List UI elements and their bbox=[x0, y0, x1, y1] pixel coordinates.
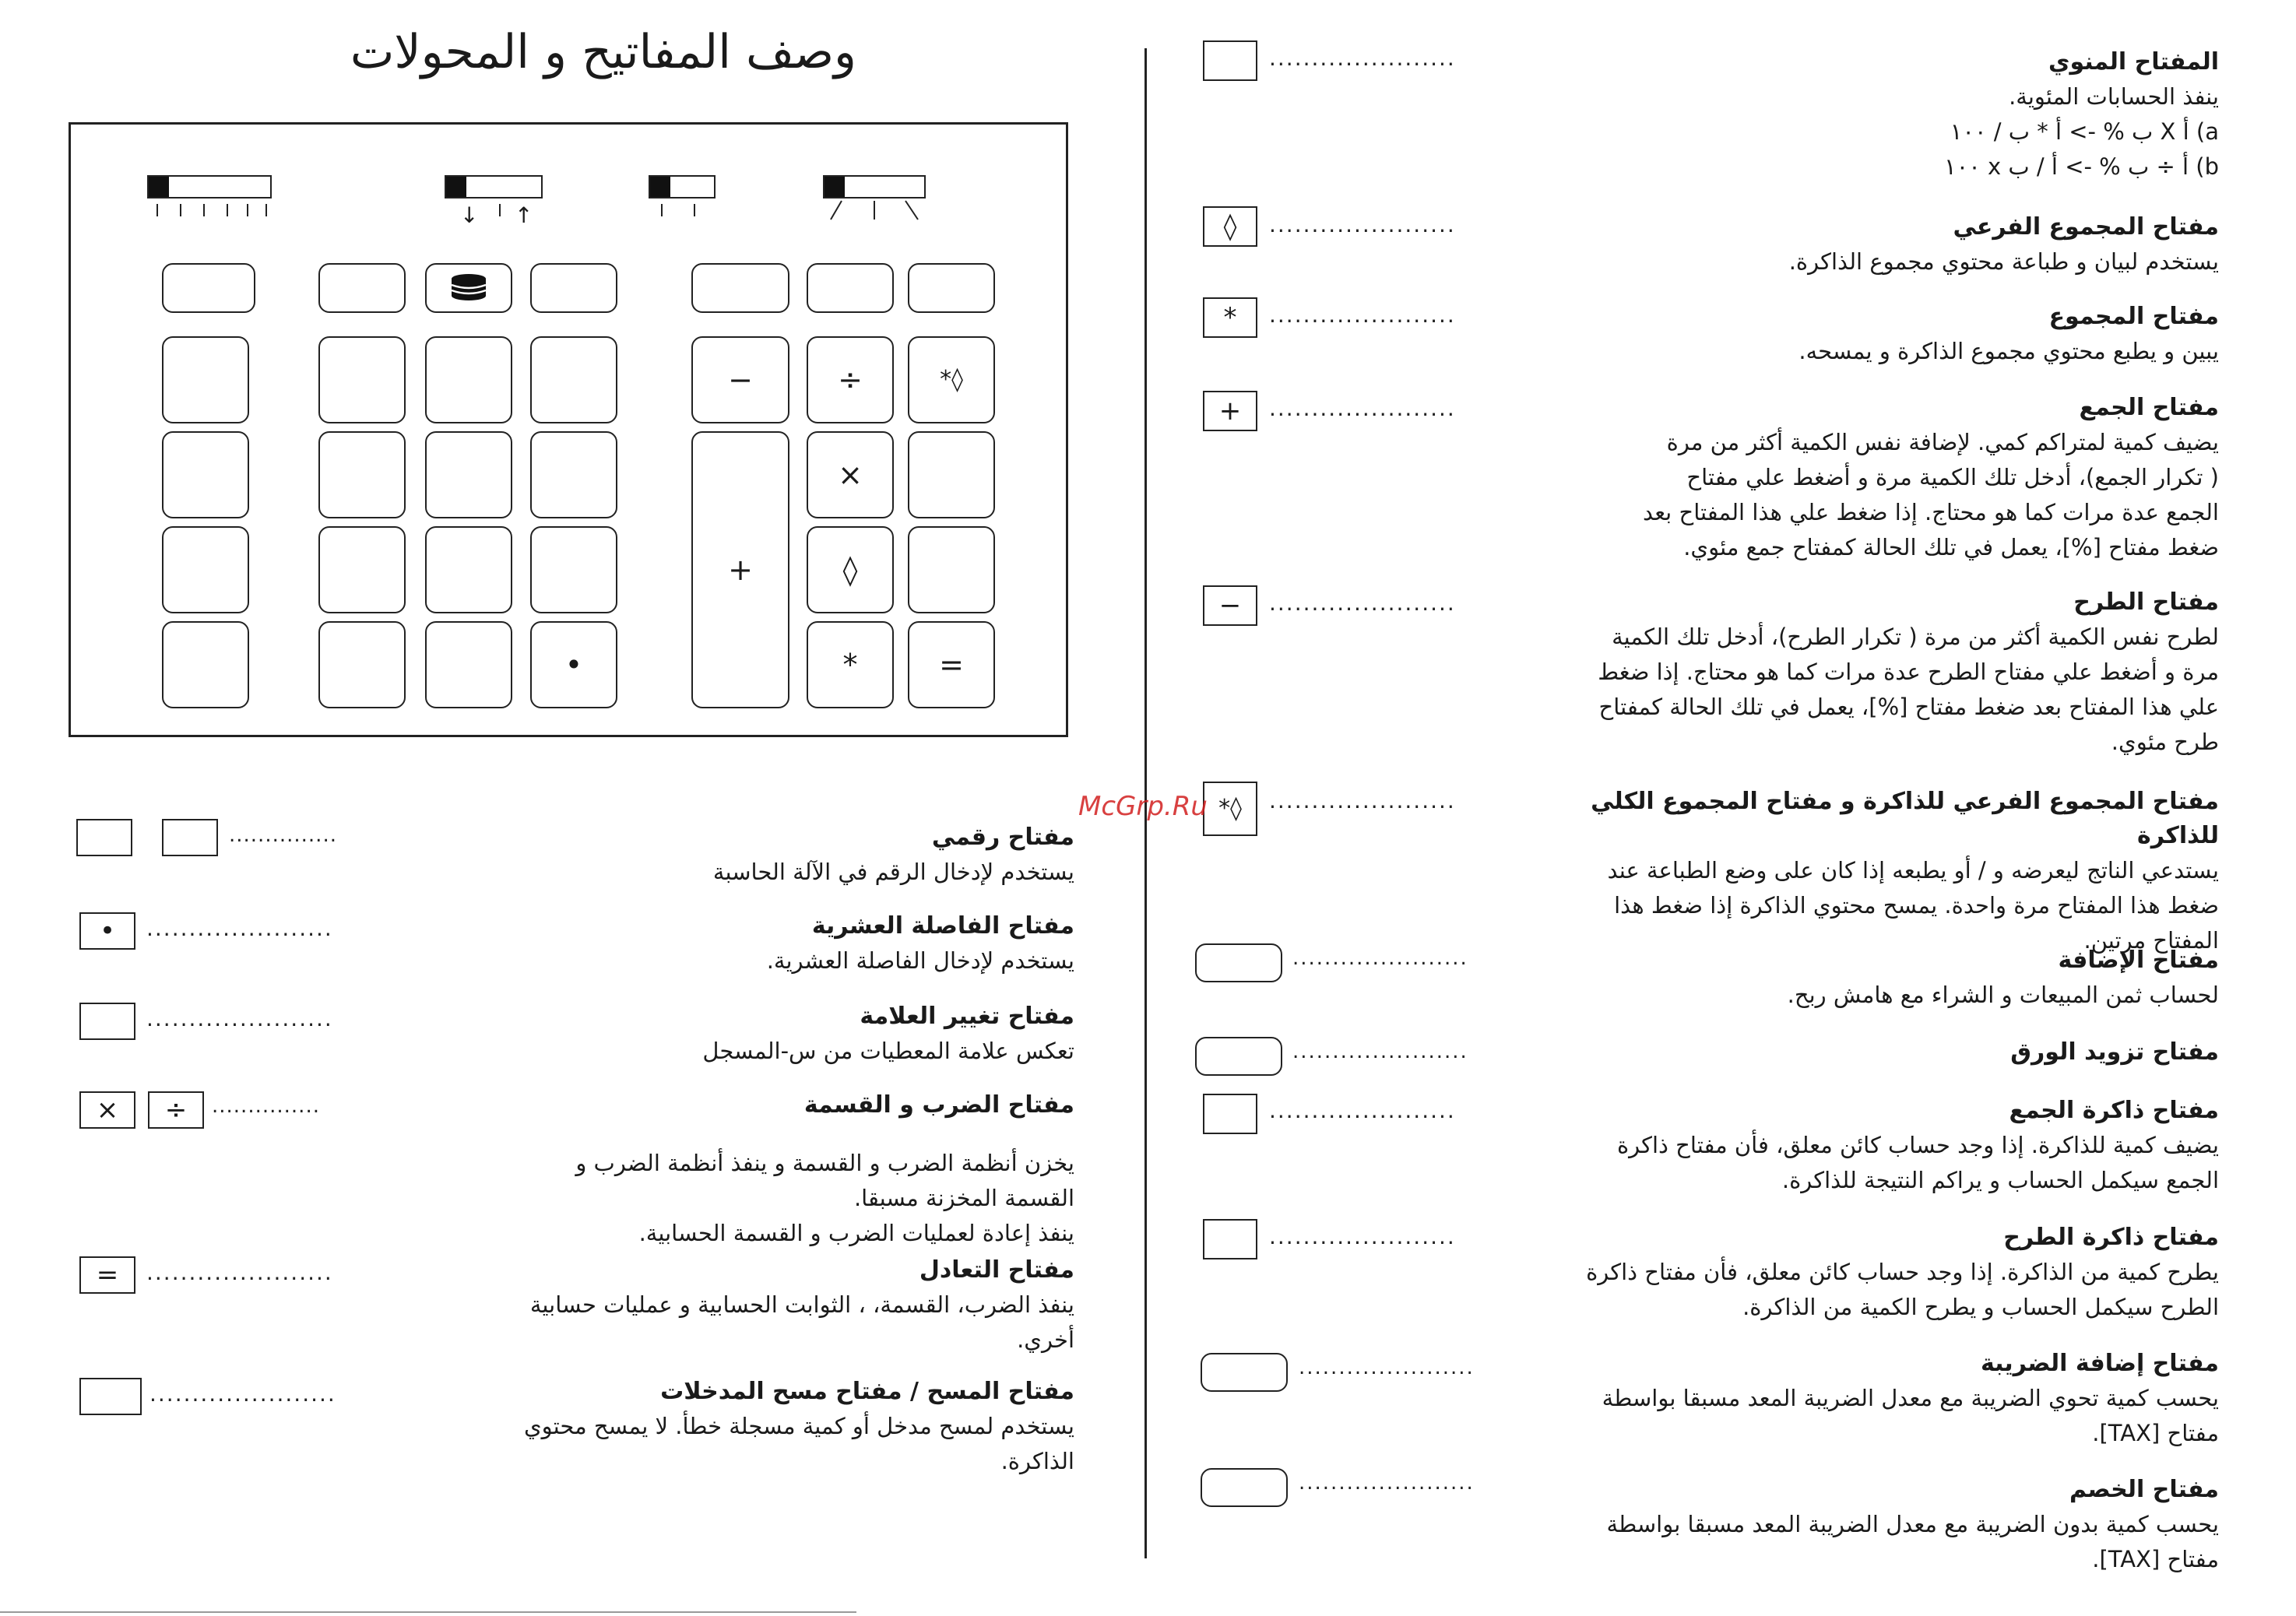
equals-key-icon: = bbox=[79, 1256, 135, 1294]
section-subtotal bbox=[1518, 210, 2219, 279]
key-total[interactable]: * bbox=[807, 621, 894, 708]
numeric-key-icon-1 bbox=[76, 819, 132, 856]
heading-paper-feed: مفتاح تزويد الورق bbox=[2010, 1038, 2219, 1066]
text-minus-2: مرة و أضغط علي مفتاح الطرح عدة مرات كما هو محتاج. إذا ضغط bbox=[1598, 659, 2219, 685]
text-clear-2: الذاكرة. bbox=[1000, 1448, 1074, 1474]
key-top-6[interactable] bbox=[807, 263, 894, 313]
text-multiply-divide-1 bbox=[436, 1122, 1074, 1146]
key-paper-feed[interactable] bbox=[425, 263, 512, 313]
section-change-sign bbox=[436, 999, 1074, 1069]
text-memory-plus-2: الجمع سيكمل الحساب و يراكم النتيجة للذاكرة. bbox=[1781, 1167, 2219, 1193]
text-equals-1: ينفذ الضرب، القسمة، ، الثوابت الحسابية و عمليات حسابية bbox=[529, 1291, 1074, 1318]
section-tax-plus bbox=[1518, 1347, 2219, 1451]
heading-numeric: مفتاح رقمي bbox=[931, 824, 1074, 851]
leader-dots: ...................... bbox=[1269, 395, 1456, 421]
round-up-arrow-icon: ↑ bbox=[515, 202, 533, 228]
section-decimal bbox=[436, 909, 1074, 978]
text-memory-minus-2: الطرح سيكمل الحساب و يطرح الكمية من الذاكرة. bbox=[1742, 1294, 2219, 1320]
key-top-4[interactable] bbox=[530, 263, 617, 313]
heading-tax-plus: مفتاح إضافة الضريبة bbox=[1980, 1350, 2219, 1377]
text-multiply-divide-2: يخزن أنظمة الضرب و القسمة و ينفذ أنظمة الضرب و bbox=[575, 1150, 1074, 1176]
key-fn-r3c3[interactable] bbox=[908, 526, 995, 613]
key-num-r4c2[interactable] bbox=[425, 621, 512, 708]
leader-dots: ...................... bbox=[1269, 590, 1456, 616]
text-plus-4: ضغط مفتاح [%]، يعمل في تلك الحالة كمفتاح جمع مئوي. bbox=[1683, 534, 2219, 560]
key-multiply[interactable]: × bbox=[807, 431, 894, 518]
text-tax-minus-2: مفتاح [TAX]. bbox=[2092, 1546, 2219, 1572]
section-clear bbox=[436, 1375, 1074, 1479]
key-num-r1c2[interactable] bbox=[425, 336, 512, 423]
text-memory-plus-1: يضيف كمية للذاكرة. إذا وجد حساب كائن معلق، فأن مفتاح ذاكرة bbox=[1616, 1132, 2219, 1158]
heading-change-sign: مفتاح تغيير العلامة bbox=[860, 1003, 1074, 1030]
text-multiply-divide-4: ينفذ إعادة لعمليات الضرب و القسمة الحسابية. bbox=[638, 1220, 1074, 1246]
text-subtotal-1: يستخدم لبيان و طباعة محتوي مجموع الذاكرة. bbox=[1788, 248, 2219, 275]
text-tax-minus-1: يحسب كمية بدون الضريبة مع معدل الضريبة المعد مسبقا بواسطة bbox=[1606, 1511, 2219, 1537]
text-memory-total-3: المفتاح مرتين. bbox=[2083, 927, 2219, 954]
key-top-5[interactable] bbox=[691, 263, 789, 313]
heading-memory-total: مفتاح المجموع الفرعي للذاكرة و مفتاح المجموع الكلي للذاكرة bbox=[1591, 788, 2219, 849]
key-num-r3c1[interactable] bbox=[318, 526, 406, 613]
mode-switch-ticks-icon bbox=[823, 199, 926, 223]
page-title: وصف المفاتيح و المحولات bbox=[350, 25, 856, 79]
section-memory-plus bbox=[1518, 1094, 2219, 1198]
heading-memory-plus: مفتاح ذاكرة الجمع bbox=[2009, 1097, 2219, 1124]
text-minus-4: طرح مئوي. bbox=[2111, 729, 2219, 755]
heading-subtotal: مفتاح المجموع الفرعي bbox=[1953, 213, 2219, 241]
slide-switch-rounding bbox=[445, 175, 543, 198]
memory-minus-key-icon bbox=[1203, 1219, 1257, 1259]
heading-total: مفتاح المجموع bbox=[2048, 303, 2219, 330]
leader-dots: ...................... bbox=[149, 1381, 336, 1407]
key-num-r3c2[interactable] bbox=[425, 526, 512, 613]
heading-memory-minus: مفتاح ذاكرة الطرح bbox=[2003, 1224, 2219, 1251]
key-minus[interactable]: − bbox=[691, 336, 789, 423]
decimal-key-icon: • bbox=[79, 912, 135, 950]
key-memory-total[interactable]: *◊ bbox=[908, 336, 995, 423]
text-memory-total-1: يستدعي الناتج ليعرضه و / أو يطبعه إذا كان على وضع الطباعة عند bbox=[1607, 857, 2219, 884]
total-key-icon: * bbox=[1203, 297, 1257, 338]
key-num-r4c1[interactable] bbox=[318, 621, 406, 708]
markup-key-icon bbox=[1195, 943, 1282, 982]
leader-dots: ............... bbox=[229, 824, 337, 847]
subtotal-key-icon: ◊ bbox=[1203, 206, 1257, 247]
section-memory-minus bbox=[1518, 1221, 2219, 1325]
text-minus-3: علي هذا المفتاح بعد ضغط مفتاح [%]، يعمل في تلك الحالة كمفتاح bbox=[1598, 694, 2219, 720]
leader-dots: ...................... bbox=[146, 1006, 333, 1031]
text-decimal-1: يستخدم لإدخال الفاصلة العشرية. bbox=[766, 947, 1074, 974]
key-num-r1c1[interactable] bbox=[318, 336, 406, 423]
text-plus-2: ( تكرار الجمع)، أدخل تلك الكمية مرة و أضغط علي مفتاح bbox=[1686, 464, 2219, 490]
percent-key-icon bbox=[1203, 40, 1257, 81]
slide-switch-mode bbox=[823, 175, 926, 198]
plus-key-icon: + bbox=[1203, 391, 1257, 431]
text-multiply-divide-3: القسمة المخزنة مسبقا. bbox=[853, 1185, 1074, 1211]
text-minus-1: لطرح نفس الكمية أكثر من مرة ( تكرار الطرح)، أدخل تلك الكمية bbox=[1612, 624, 2219, 650]
section-memory-total bbox=[1518, 785, 2219, 958]
section-plus bbox=[1518, 391, 2219, 565]
leader-dots: ...................... bbox=[1269, 1098, 1456, 1123]
tax-minus-key-icon bbox=[1201, 1468, 1288, 1507]
heading-clear: مفتاح المسح / مفتاح مسح المدخلات bbox=[660, 1378, 1074, 1405]
slide-switch-print bbox=[649, 175, 716, 198]
heading-decimal: مفتاح الفاصلة العشرية bbox=[811, 912, 1074, 940]
leader-dots: ...................... bbox=[1299, 1356, 1475, 1379]
key-subtotal[interactable]: ◊ bbox=[807, 526, 894, 613]
text-change-sign-1: تعكس علامة المعطيات من س-المسجل bbox=[702, 1038, 1074, 1064]
section-numeric bbox=[436, 820, 1074, 890]
text-tax-plus-1: يحسب كمية تحوي الضريبة مع معدل الضريبة المعد مسبقا بواسطة bbox=[1602, 1385, 2219, 1411]
leader-dots: ............... bbox=[212, 1094, 320, 1118]
key-left-r2[interactable] bbox=[162, 431, 249, 518]
numeric-key-icon-2 bbox=[162, 819, 218, 856]
round-down-arrow-icon: ↓ bbox=[460, 202, 479, 228]
section-percent bbox=[1518, 45, 2219, 184]
text-percent-2: a) أ X ب % -> أ * ب / ١٠٠ bbox=[1950, 118, 2219, 145]
heading-tax-minus: مفتاح الخصم bbox=[2069, 1476, 2219, 1503]
section-total bbox=[1518, 300, 2219, 369]
watermark: McGrp.Ru bbox=[1078, 791, 1208, 822]
heading-equals: مفتاح التعادل bbox=[919, 1256, 1074, 1284]
bottom-edge-line bbox=[0, 1611, 856, 1613]
tax-plus-key-icon bbox=[1201, 1353, 1288, 1392]
key-decimal[interactable]: • bbox=[530, 621, 617, 708]
memory-plus-key-icon bbox=[1203, 1094, 1257, 1134]
key-num-r2c1[interactable] bbox=[318, 431, 406, 518]
leader-dots: ...................... bbox=[146, 915, 333, 941]
text-tax-plus-2: مفتاح [TAX]. bbox=[2092, 1420, 2219, 1446]
paper-feed-key-icon bbox=[1195, 1037, 1282, 1076]
leader-dots: ...................... bbox=[146, 1259, 333, 1285]
leader-dots: ...................... bbox=[1269, 788, 1456, 813]
multiply-key-icon: × bbox=[79, 1091, 135, 1129]
heading-percent: المفتاح المنوي bbox=[2048, 48, 2219, 76]
slide-switch-decimal bbox=[147, 175, 272, 198]
key-num-r3c3[interactable] bbox=[530, 526, 617, 613]
text-total-1: يبين و يطبع محتوي مجموع الذاكرة و يمسحه. bbox=[1798, 338, 2219, 364]
leader-dots: ...................... bbox=[1292, 1040, 1468, 1063]
key-left-r1[interactable] bbox=[162, 336, 249, 423]
key-equals[interactable]: = bbox=[908, 621, 995, 708]
text-percent-3: b) أ ÷ ب % -> أ / ب x ١٠٠ bbox=[1944, 153, 2219, 180]
text-plus-3: الجمع عدة مرات كما هو محتاج. إذا ضغط علي هذا المفتاح بعد bbox=[1642, 499, 2219, 525]
key-divide[interactable]: ÷ bbox=[807, 336, 894, 423]
section-markup bbox=[1518, 943, 2219, 1013]
heading-multiply-divide: مفتاح الضرب و القسمة bbox=[803, 1091, 1074, 1119]
key-top-1[interactable] bbox=[162, 263, 255, 313]
heading-plus: مفتاح الجمع bbox=[2079, 394, 2219, 421]
key-fn-r2c3[interactable] bbox=[908, 431, 995, 518]
clear-key-icon bbox=[79, 1378, 142, 1415]
leader-dots: ...................... bbox=[1269, 302, 1456, 328]
heading-minus: مفتاح الطرح bbox=[2073, 588, 2219, 616]
leader-dots: ...................... bbox=[1269, 45, 1456, 71]
divide-key-icon: ÷ bbox=[148, 1091, 204, 1129]
section-tax-minus bbox=[1518, 1473, 2219, 1577]
minus-key-icon: − bbox=[1203, 585, 1257, 626]
key-left-r3[interactable] bbox=[162, 526, 249, 613]
key-plus[interactable]: + bbox=[691, 431, 789, 708]
keyboard-diagram bbox=[69, 122, 1068, 737]
text-memory-total-2: ضغط هذا المفتاح مرة واحدة. يمسح محتوي الذاكرة إذا ضغط هذا bbox=[1614, 892, 2219, 919]
leader-dots: ...................... bbox=[1292, 947, 1468, 970]
text-markup-1: لحساب ثمن المبيعات و الشراء مع هامش ربح. bbox=[1787, 982, 2219, 1008]
leader-dots: ...................... bbox=[1269, 1224, 1456, 1249]
leader-dots: ...................... bbox=[1269, 212, 1456, 237]
text-memory-minus-1: يطرح كمية من الذاكرة. إذا وجد حساب كائن معلق، فأن مفتاح ذاكرة bbox=[1586, 1259, 2219, 1285]
key-top-2[interactable] bbox=[318, 263, 406, 313]
leader-dots: ...................... bbox=[1299, 1471, 1475, 1495]
section-minus bbox=[1518, 585, 2219, 760]
section-equals bbox=[436, 1253, 1074, 1358]
key-top-7[interactable] bbox=[908, 263, 995, 313]
text-plus-1: يضيف كمية لمتراكم كمي. لإضافة نفس الكمية أكثر من مرة bbox=[1666, 429, 2219, 455]
heading-markup: مفتاح الإضافة bbox=[2058, 947, 2219, 974]
section-paper-feed bbox=[1518, 1035, 2219, 1070]
key-num-r2c3[interactable] bbox=[530, 431, 617, 518]
key-left-r4[interactable] bbox=[162, 621, 249, 708]
paper-roll-icon bbox=[448, 272, 489, 304]
memory-total-key-icon: *◊ bbox=[1203, 782, 1257, 836]
text-clear-1: يستخدم لمسح مدخل أو كمية مسجلة خطأ. لا يمسح محتوي bbox=[523, 1413, 1074, 1439]
key-num-r1c3[interactable] bbox=[530, 336, 617, 423]
text-numeric-1: يستخدم لإدخال الرقم في الآلة الحاسبة bbox=[712, 859, 1074, 885]
change-sign-key-icon bbox=[79, 1003, 135, 1040]
text-percent-1: ينفذ الحسابات المئوية. bbox=[2009, 83, 2219, 110]
section-multiply-divide bbox=[436, 1088, 1074, 1251]
text-equals-2: أخري. bbox=[1017, 1326, 1074, 1353]
key-num-r2c2[interactable] bbox=[425, 431, 512, 518]
